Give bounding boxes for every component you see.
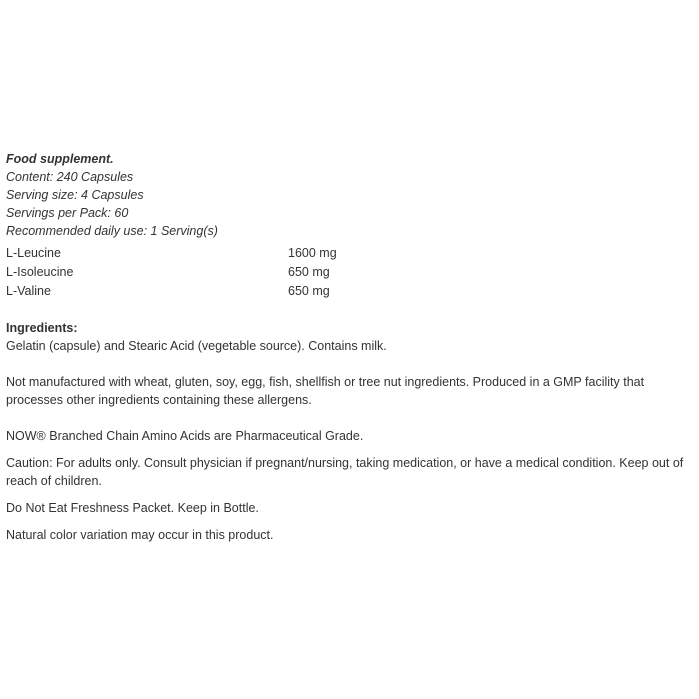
nutrient-table xyxy=(6,244,337,301)
ingredients-section xyxy=(6,319,693,355)
grade-note: NOW® Branched Chain Amino Acids are Pharmaceutical Grade. xyxy=(6,429,364,443)
product-info-block xyxy=(6,150,693,240)
nutrient-amount: 650 mg xyxy=(288,284,330,298)
color-variation-note: Natural color variation may occur in this product. xyxy=(6,528,274,542)
content-line: Content: 240 Capsules xyxy=(6,170,134,184)
ingredients-heading: Ingredients: xyxy=(6,321,78,335)
nutrient-row xyxy=(6,244,337,263)
nutrient-amount: 650 mg xyxy=(288,265,330,279)
nutrient-row xyxy=(6,282,337,301)
nutrient-row xyxy=(6,263,337,282)
ingredients-text: Gelatin (capsule) and Stearic Acid (vegetable source). Contains milk. xyxy=(6,339,387,353)
nutrient-name: L-Isoleucine xyxy=(6,265,74,279)
allergen-note: Not manufactured with wheat, gluten, soy, egg, fish, shellfish or tree nut ingredients. Produced in a GMP facility that processes other ingredients containing these allergens. xyxy=(6,375,645,407)
recommended-use-line: Recommended daily use: 1 Serving(s) xyxy=(6,224,218,238)
serving-size-line: Serving size: 4 Capsules xyxy=(6,188,144,202)
nutrient-amount: 1600 mg xyxy=(288,246,337,260)
freshness-note: Do Not Eat Freshness Packet. Keep in Bottle. xyxy=(6,501,259,515)
nutrient-name: L-Valine xyxy=(6,284,51,298)
servings-per-pack-line: Servings per Pack: 60 xyxy=(6,206,129,220)
product-title: Food supplement. xyxy=(6,152,114,166)
nutrient-name: L-Leucine xyxy=(6,246,61,260)
caution-note: Caution: For adults only. Consult physician if pregnant/nursing, taking medication, or have a medical condition. Keep out of reach of children. xyxy=(6,456,684,488)
